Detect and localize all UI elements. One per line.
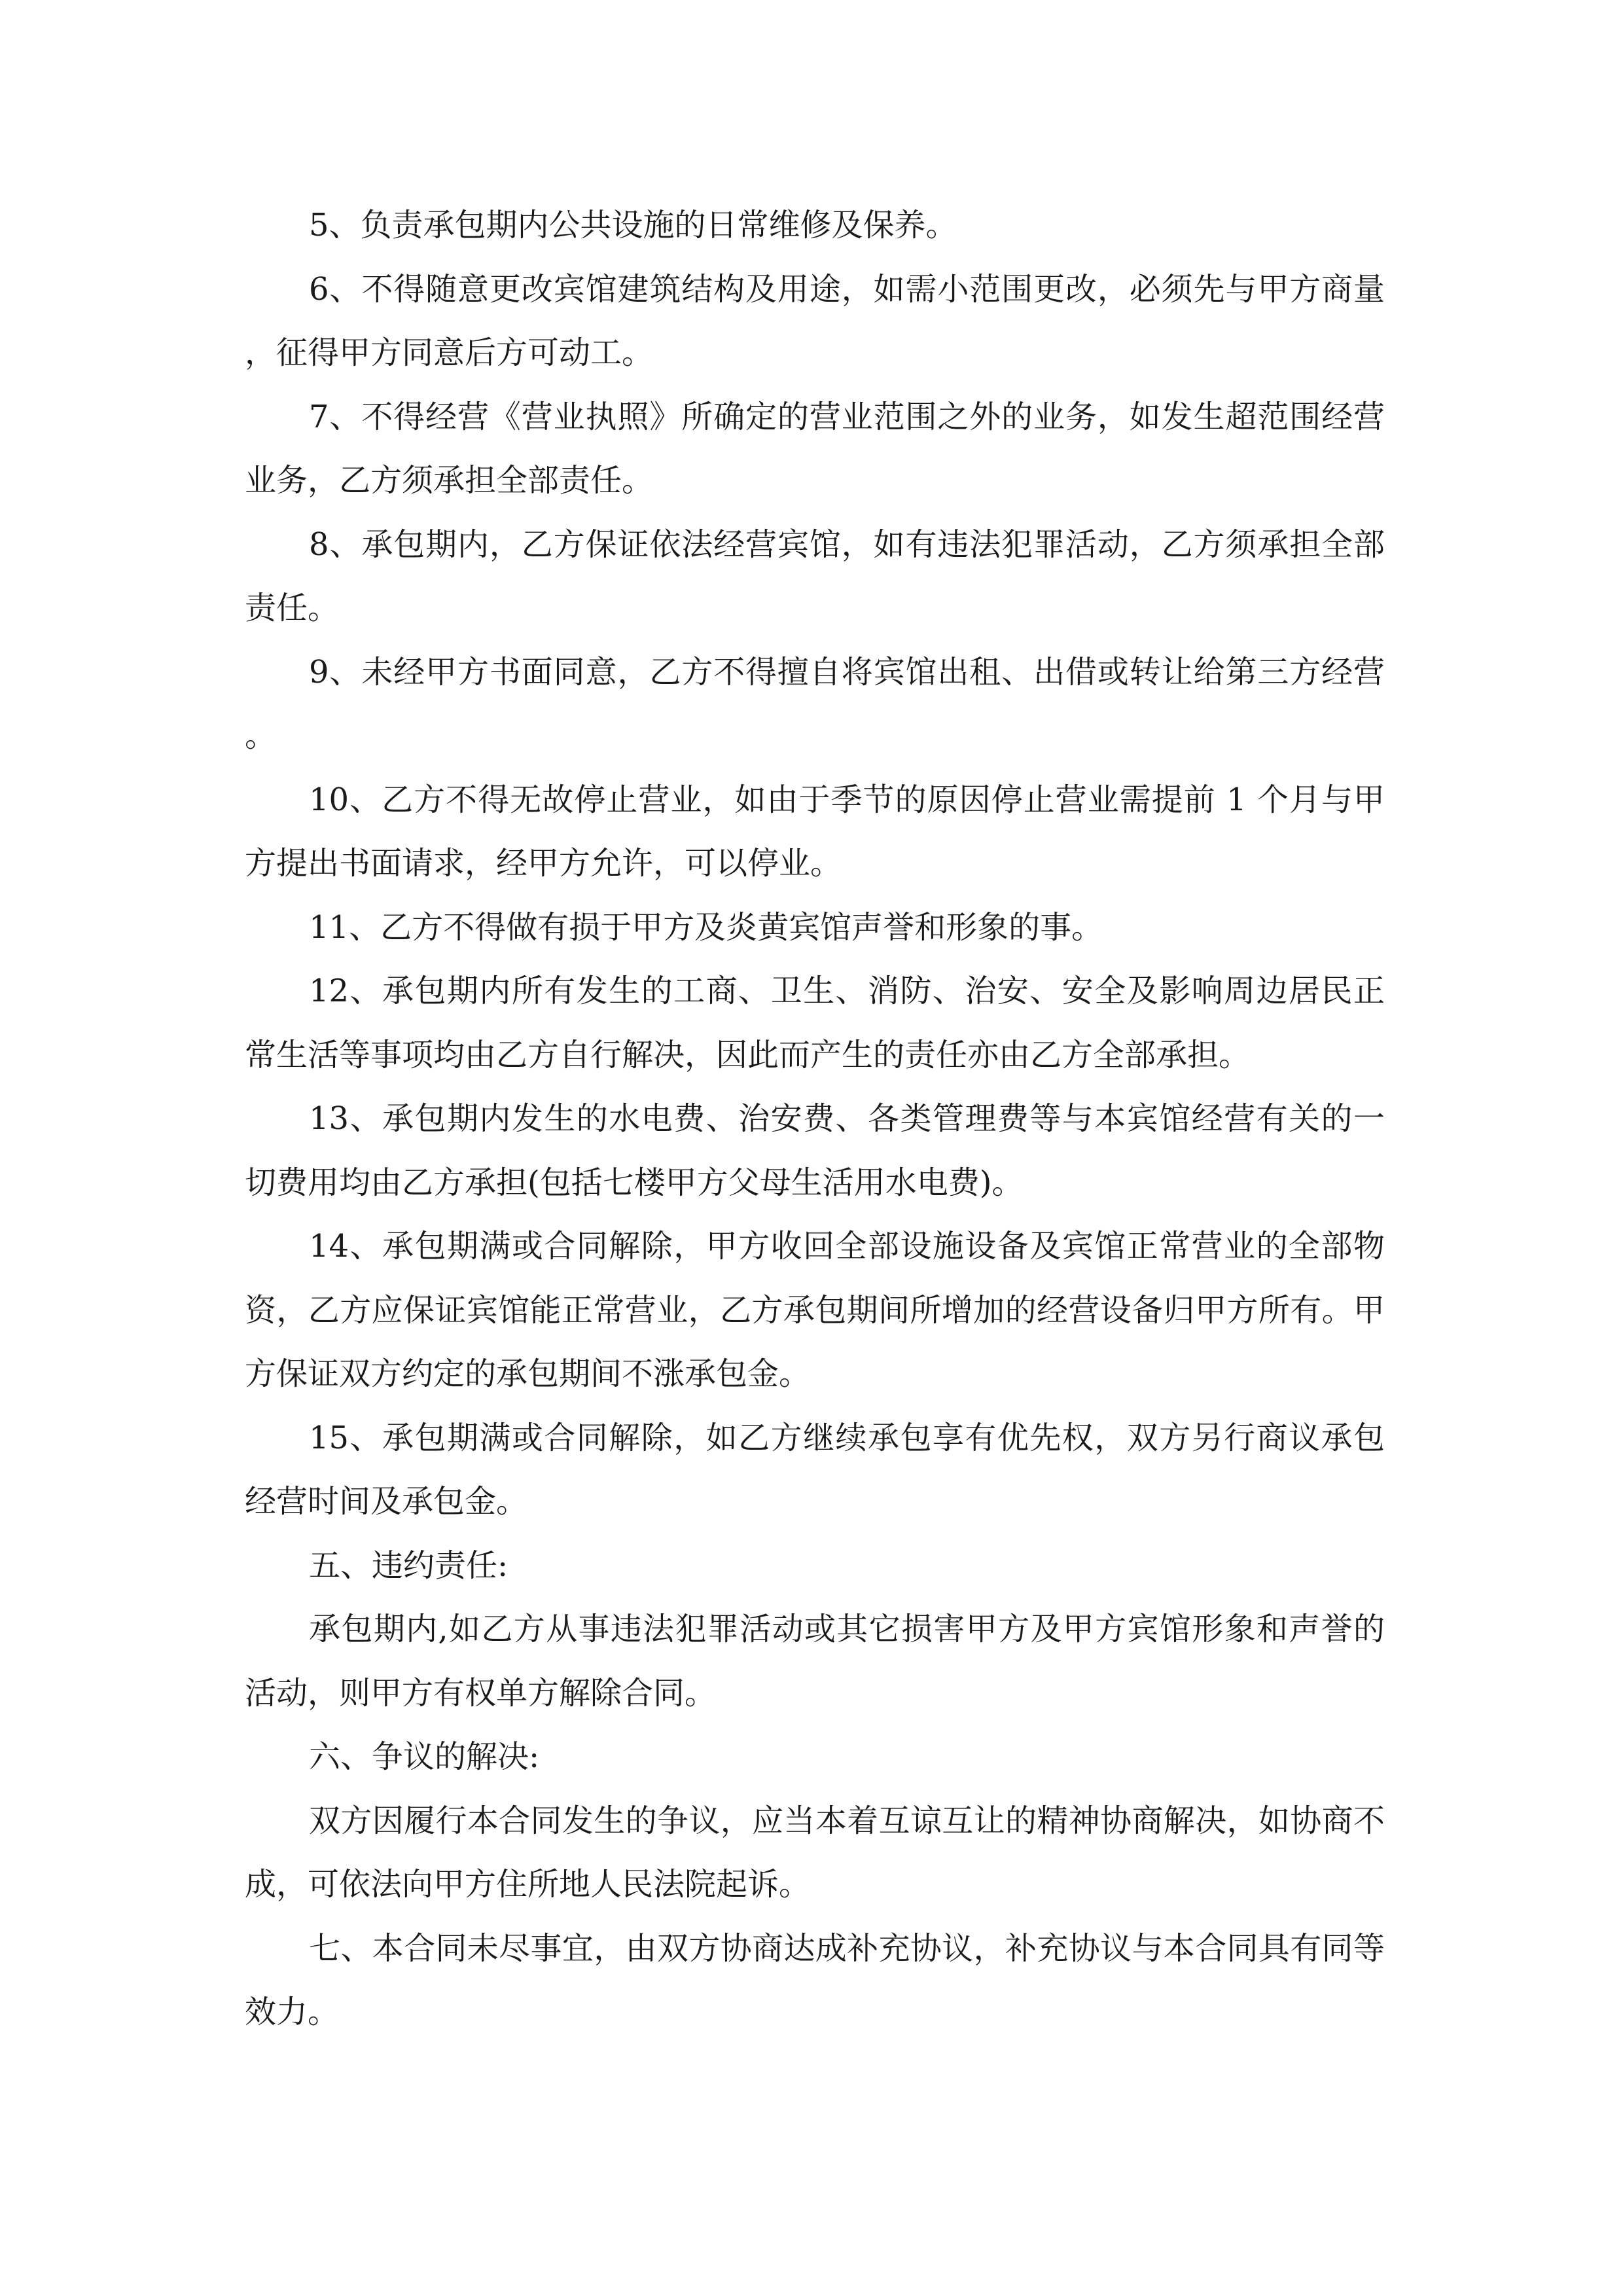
clause-9: 9、未经甲方书面同意，乙方不得擅自将宾馆出租、出借或转让给第三方经营。 bbox=[245, 653, 1385, 754]
clause-15: 15、承包期满或合同解除，如乙方继续承包享有优先权，双方另行商议承包经营时间及承包金。 bbox=[245, 1419, 1385, 1520]
clause-12: 12、承包期内所有发生的工商、卫生、消防、治安、安全及影响周边居民正常生活等事项均由乙方自行解决，因此而产生的责任亦由乙方全部承担。 bbox=[245, 973, 1385, 1073]
clause-13: 13、承包期内发生的水电费、治安费、各类管理费等与本宾馆经营有关的一切费用均由乙方承担(包括七楼甲方父母生活用水电费)。 bbox=[245, 1100, 1385, 1201]
breach-liability-text: 承包期内,如乙方从事违法犯罪活动或其它损害甲方及甲方宾馆形象和声誉的活动，则甲方有权单方解除合同。 bbox=[245, 1611, 1385, 1712]
dispute-resolution-text: 双方因履行本合同发生的争议，应当本着互谅互让的精神协商解决，如协商不成，可依法向甲方住所地人民法院起诉。 bbox=[245, 1802, 1385, 1903]
clause-11: 11、乙方不得做有损于甲方及炎黄宾馆声誉和形象的事。 bbox=[309, 908, 1103, 946]
section-heading-breach: 五、违约责任: bbox=[309, 1547, 508, 1584]
section-heading-dispute: 六、争议的解决: bbox=[309, 1738, 540, 1775]
clause-6: 6、不得随意更改宾馆建筑结构及用途，如需小范围更改，必须先与甲方商量，征得甲方同意后方可动工。 bbox=[245, 270, 1385, 371]
clause-5: 5、负责承包期内公共设施的日常维修及保养。 bbox=[309, 207, 957, 243]
clause-8: 8、承包期内，乙方保证依法经营宾馆，如有违法犯罪活动，乙方须承担全部责任。 bbox=[245, 526, 1385, 626]
clause-7: 7、不得经营《营业执照》所确定的营业范围之外的业务，如发生超范围经营业务，乙方须承担全部责任。 bbox=[245, 398, 1385, 499]
contract-body bbox=[245, 194, 1385, 2045]
clause-14: 14、承包期满或合同解除，甲方收回全部设施设备及宾馆正常营业的全部物资，乙方应保证宾馆能正常营业，乙方承包期间所增加的经营设备归甲方所有。甲方保证双方约定的承包期间不涨承包金。 bbox=[245, 1228, 1385, 1392]
section-7-supplementary: 七、本合同未尽事宜，由双方协商达成补充协议，补充协议与本合同具有同等效力。 bbox=[245, 1929, 1385, 2030]
clause-10: 10、乙方不得无故停止营业，如由于季节的原因停止营业需提前 1 个月与甲方提出书面请求，经甲方允许，可以停业。 bbox=[245, 781, 1385, 882]
